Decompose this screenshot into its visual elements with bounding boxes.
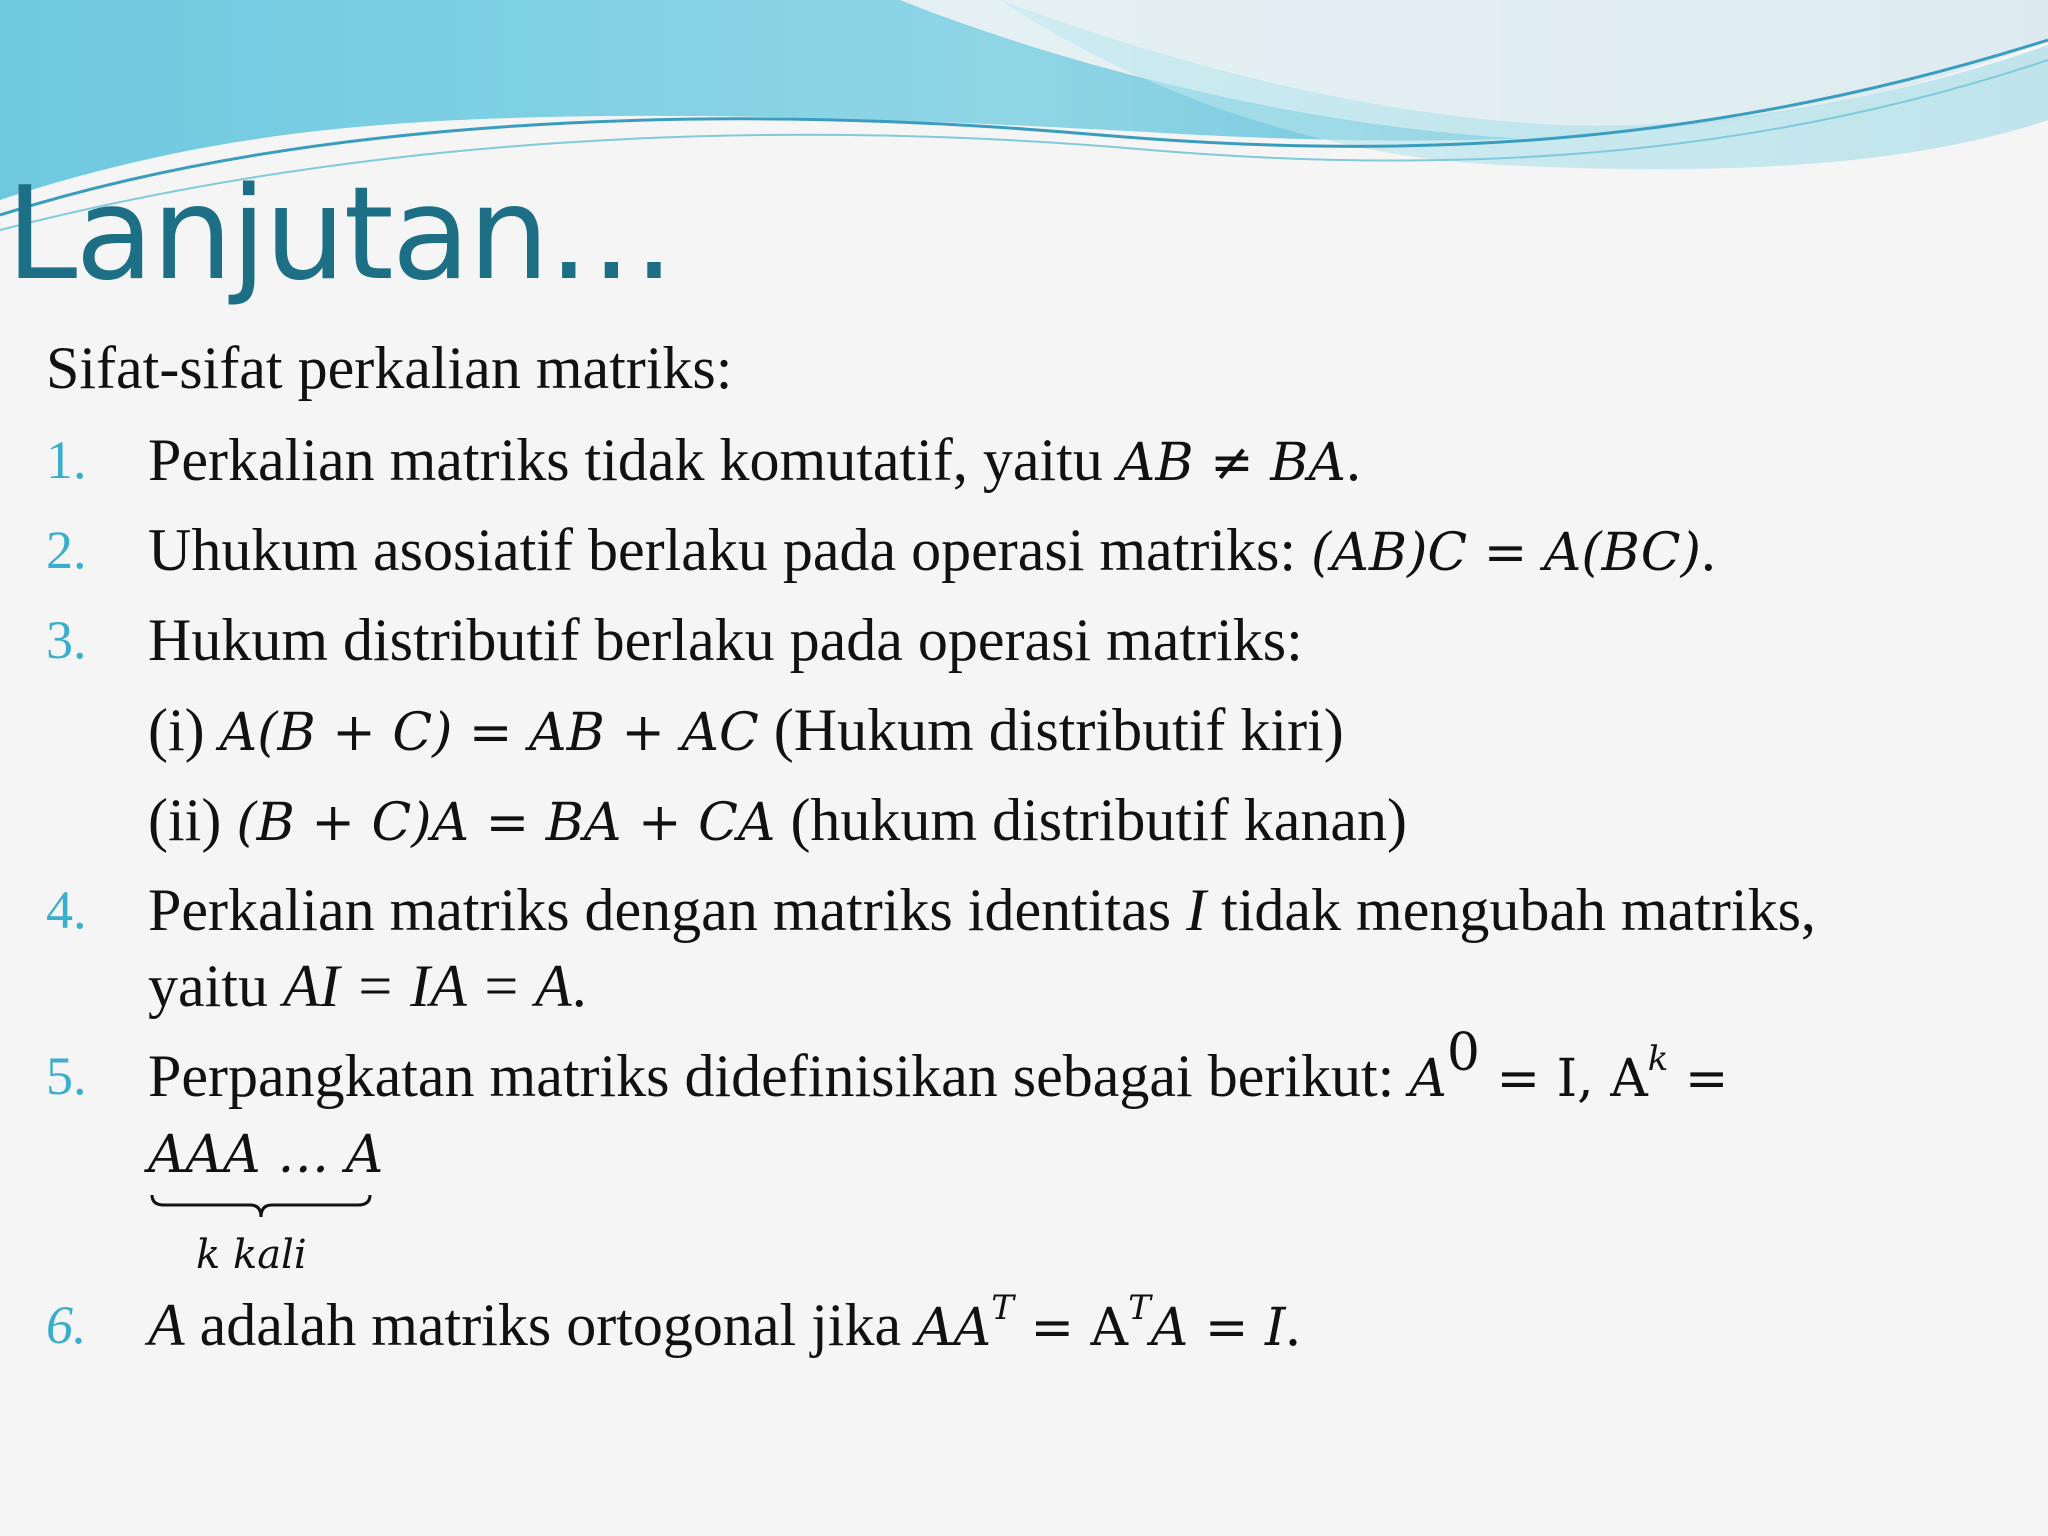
sub-item-ii xyxy=(148,782,2006,872)
item-text: Uhukum asosiatif berlaku pada operasi matriks: xyxy=(148,517,1312,583)
item-text: Perpangkatan matriks didefinisikan sebagai berikut: xyxy=(148,1043,1410,1109)
math-expression: (B + C)A = BA + CA xyxy=(236,793,776,853)
item-text: yaitu xyxy=(148,953,283,1019)
math-expression: (AB)C = A(BC) xyxy=(1311,523,1701,583)
list-number: 6. xyxy=(46,1295,87,1355)
list-item-2 xyxy=(46,512,2006,602)
item-text: Perkalian matriks tidak komutatif, yaitu xyxy=(148,427,1118,493)
item-end: . xyxy=(1285,1292,1301,1358)
sub-label: (ii) xyxy=(148,787,237,853)
list-number: 5. xyxy=(46,1046,87,1106)
math-expression: AI = IA = A xyxy=(282,953,572,1019)
slide-title: Lanjutan… xyxy=(6,160,674,309)
sub-note: (hukum distributif kanan) xyxy=(775,787,1407,853)
list-item-1 xyxy=(46,422,2006,512)
slide-content xyxy=(46,332,2006,1377)
math-variable: I xyxy=(1186,877,1207,943)
list-item-4 xyxy=(46,872,2006,1038)
brace-text: AAA … A xyxy=(148,1125,384,1185)
item-text: Hukum distributif berlaku pada operasi matriks: xyxy=(148,607,1303,673)
math-expression: AB ≠ BA xyxy=(1117,433,1346,493)
list-number: 1. xyxy=(46,430,87,490)
item-end: . xyxy=(1700,517,1716,583)
sub-label: (i) xyxy=(148,697,220,763)
math-expression: A(B + C) = AB + AC xyxy=(219,703,759,763)
list-item-6 xyxy=(46,1287,2006,1377)
list-number: 3. xyxy=(46,610,87,670)
item-text-continued: tidak mengubah matriks, xyxy=(1206,877,1816,943)
item-end: . xyxy=(1345,427,1361,493)
item-text: adalah matriks ortogonal jika xyxy=(184,1292,917,1358)
list-item-3 xyxy=(46,602,2006,872)
list-number: 4. xyxy=(46,880,87,940)
math-expression: $AA^T = A^TA = I$ xyxy=(916,1288,1286,1358)
sub-item-i xyxy=(148,692,2006,782)
math-variable: A xyxy=(148,1292,185,1358)
math-expression: $A^0 = I$, $A^k$ = xyxy=(1409,1023,1729,1109)
brace-label: k kali xyxy=(196,1232,307,1278)
underbrace-expression xyxy=(148,1117,383,1287)
item-end: . xyxy=(571,953,587,1019)
intro-text: Sifat-sifat perkalian matriks: xyxy=(46,335,733,401)
list-number: 2. xyxy=(46,520,87,580)
list-item-5 xyxy=(46,1023,2006,1287)
item-text: Perkalian matriks dengan matriks identitas xyxy=(148,877,1187,943)
sub-note: (Hukum distributif kiri) xyxy=(758,697,1344,763)
